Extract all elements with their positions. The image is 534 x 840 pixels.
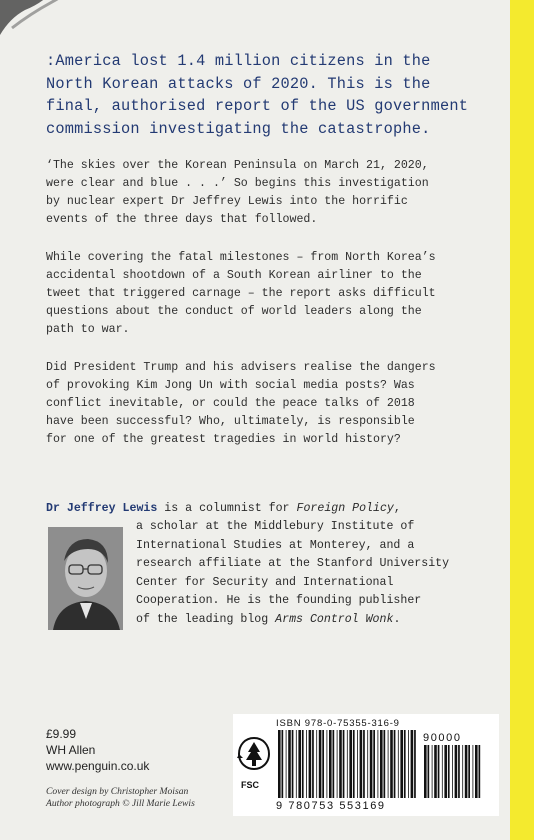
barcode-bar <box>384 730 386 798</box>
barcode-bar <box>302 730 304 798</box>
paragraph-line: were clear and blue . . .’ So begins this investigation <box>46 177 429 190</box>
isbn-barcode <box>277 730 417 798</box>
barcode-bar <box>373 730 375 798</box>
bio-line: Cooperation. He is the founding publisher <box>136 594 422 608</box>
barcode-bar <box>398 730 399 798</box>
author-bio-first-line <box>46 500 486 518</box>
barcode-bar <box>380 730 383 798</box>
barcode-bar <box>468 745 470 798</box>
barcode-bar <box>424 745 427 798</box>
headline-line: commission investigating the catastrophe. <box>46 119 431 138</box>
barcode-bar <box>438 745 440 798</box>
paragraph-line: events of the three days that followed. <box>46 213 318 226</box>
cover-credit: Cover design by Christopher Moisan <box>46 786 189 797</box>
paragraph-questions <box>46 359 486 449</box>
barcode-bar <box>292 730 294 798</box>
bio-line <box>136 611 491 630</box>
author-photo <box>48 527 123 630</box>
author-name: Dr Jeffrey Lewis <box>46 502 158 515</box>
barcode-bar <box>329 730 332 798</box>
barcode-bar <box>444 745 447 798</box>
barcode-bar <box>343 730 345 798</box>
website: www.penguin.co.uk <box>46 759 150 773</box>
paragraph-line: by nuclear expert Dr Jeffrey Lewis into the horrific <box>46 195 408 208</box>
barcode-bar <box>296 730 297 798</box>
barcode-bar <box>465 745 468 798</box>
bio-line: research affiliate at the Stanford University <box>136 557 450 571</box>
barcode-bar <box>455 745 458 798</box>
barcode-bar <box>278 730 281 798</box>
barcode-bar <box>286 730 287 798</box>
author-bio-body <box>136 518 491 630</box>
bio-line: a scholar at the Middlebury Institute of <box>136 520 415 533</box>
isbn-label: ISBN 978-0-75355-316-9 <box>276 718 400 729</box>
bio-text: of the leading blog <box>136 612 276 626</box>
barcode-bar <box>448 745 450 798</box>
paragraph-line: accidental shootdown of a South Korean airliner to the <box>46 269 422 282</box>
barcode-panel <box>233 714 499 816</box>
headline-line: North Korean attacks of 2020. This is the <box>46 74 431 93</box>
bio-line: International Studies at Monterey, and a <box>136 538 415 552</box>
barcode-bar <box>363 730 365 798</box>
barcode-bar <box>316 730 317 798</box>
barcode-bar <box>339 730 342 798</box>
fsc-label: FSC <box>241 780 259 790</box>
publication-name: Foreign Policy <box>296 502 394 515</box>
barcode-bar <box>434 745 437 798</box>
barcode-bar <box>394 730 396 798</box>
publisher-name: WH Allen <box>46 743 96 757</box>
paragraph-line: questions about the conduct of world leaders along the <box>46 305 422 318</box>
barcode-bar <box>357 730 358 798</box>
paragraph-line: for one of the greatest tragedies in world history? <box>46 433 401 446</box>
barcode-bar <box>388 730 389 798</box>
blog-name: Arms Control Wonk <box>275 612 394 626</box>
barcode-bar <box>411 730 414 798</box>
barcode-bar <box>404 730 406 798</box>
barcode-bar <box>282 730 284 798</box>
barcode-bar <box>319 730 322 798</box>
barcode-bar <box>337 730 338 798</box>
paragraph-line: While covering the fatal milestones – from North Korea’s <box>46 251 436 264</box>
barcode-bar <box>306 730 307 798</box>
barcode-bar <box>288 730 291 798</box>
barcode-bar <box>333 730 335 798</box>
barcode-bar <box>378 730 379 798</box>
barcode-bar <box>432 745 433 798</box>
barcode-bar <box>390 730 393 798</box>
paragraph-line: ‘The skies over the Korean Peninsula on March 21, 2020, <box>46 159 429 172</box>
paragraph-line: path to war. <box>46 323 130 336</box>
barcode-bar <box>360 730 363 798</box>
barcode-bar <box>452 745 453 798</box>
headline-line: :America lost 1.4 million citizens in the <box>46 52 431 70</box>
headline-line: final, authorised report of the US government <box>46 97 469 115</box>
price-barcode <box>423 745 483 798</box>
barcode-bar <box>353 730 355 798</box>
headline-blurb <box>46 50 501 140</box>
yellow-edge-strip <box>510 0 534 840</box>
barcode-bar <box>458 745 460 798</box>
barcode-bar <box>414 730 416 798</box>
paragraph-milestones <box>46 249 486 339</box>
price: £9.99 <box>46 727 77 741</box>
barcode-bar <box>462 745 463 798</box>
barcode-bar <box>475 745 478 798</box>
author-portrait-icon <box>48 527 123 630</box>
barcode-bar <box>370 730 373 798</box>
bio-text: is a columnist for <box>157 502 297 515</box>
barcode-bar <box>312 730 314 798</box>
paragraph-line: conflict inevitable, or could the peace talks of 2018 <box>46 397 415 410</box>
publisher-info <box>46 726 149 774</box>
paragraph-line: tweet that triggered carnage – the report asks difficult <box>46 287 436 300</box>
barcode-bar <box>349 730 352 798</box>
barcode-bar <box>428 745 430 798</box>
isbn-digits: 9 780753 553169 <box>276 800 386 812</box>
paragraph-line: have been successful? Who, ultimately, is responsible <box>46 415 415 428</box>
paragraph-line: of provoking Kim Jong Un with social media posts? Was <box>46 379 415 392</box>
barcode-bar <box>400 730 403 798</box>
barcode-bar <box>309 730 312 798</box>
paragraph-intro <box>46 157 486 229</box>
barcode-bar <box>367 730 368 798</box>
barcode-bar <box>322 730 324 798</box>
paragraph-line: Did President Trump and his advisers realise the dangers <box>46 361 436 374</box>
photo-credit: Author photograph © Jill Marie Lewis <box>46 798 195 809</box>
price-code-digits: 90000 <box>423 732 462 744</box>
barcode-bar <box>408 730 409 798</box>
barcode-bar <box>442 745 443 798</box>
bio-line: Center for Security and International <box>136 575 394 589</box>
barcode-bar <box>347 730 348 798</box>
barcode-bar <box>298 730 301 798</box>
barcode-bar <box>479 745 481 798</box>
credits <box>46 786 195 810</box>
bio-text: . <box>393 612 401 626</box>
bio-text: , <box>393 502 401 515</box>
barcode-bar <box>473 745 474 798</box>
barcode-bar <box>327 730 328 798</box>
